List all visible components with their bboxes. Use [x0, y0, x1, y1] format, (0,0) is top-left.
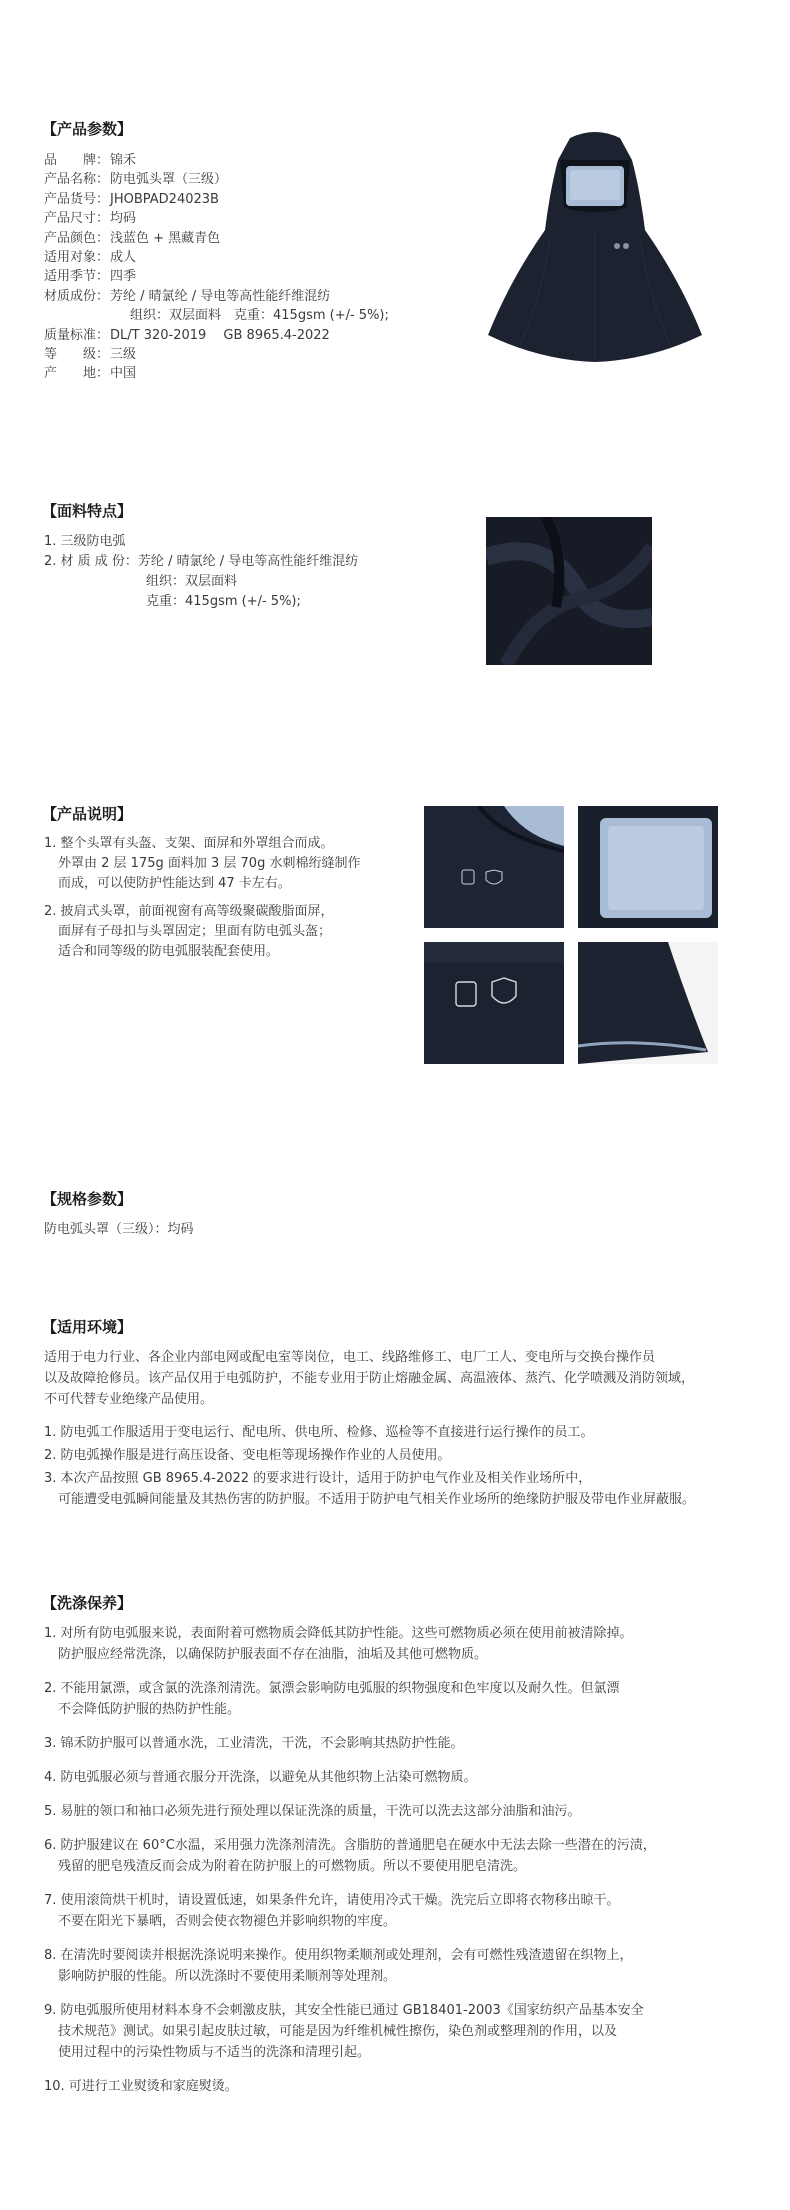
care-item: 5. 易脏的领口和袖口必须先进行预处理以保证洗涤的质量，干洗可以洗去这部分油脂和油污。: [44, 1804, 581, 1819]
fabric-line-2: 2. 材 质 成 份：芳纶 / 晴氯纶 / 导电等高性能纤维混纺: [44, 554, 359, 569]
param-key: 等 级：: [44, 347, 110, 362]
param-key: 产品名称：: [44, 172, 110, 188]
care-item-cont: 影响防护服的性能。所以洗涤时不要使用柔顺剂等处理剂。: [58, 1969, 397, 1984]
detail-photo-badges: [424, 942, 564, 1064]
care-item: 7. 使用滚筒烘干机时，请设置低速，如果条件允许，请使用冷式干燥。洗完后立即将衣物移出晾干。: [44, 1893, 620, 1908]
desc-item-1-cont: 外罩由 2 层 175g 面料加 3 层 70g 水刺棉绗缝制作: [58, 856, 361, 871]
param-value: 中国: [110, 366, 137, 382]
fabric-line-3: 组织：双层面料: [146, 574, 238, 589]
env-item: 2. 防电弧操作服是进行高压设备、变电柜等现场操作作业的人员使用。: [44, 1448, 451, 1463]
desc-item-2: 2. 披肩式头罩，前面视窗有高等级聚碳酸脂面屏，: [44, 904, 334, 919]
section-title-env: 【适用环境】: [42, 1318, 133, 1336]
param-row: [44, 190, 219, 210]
care-item: 10. 可进行工业熨烫和家庭熨烫。: [44, 2079, 238, 2094]
care-item: 9. 防电弧服所使用材料本身不会刺激皮肤，其安全性能已通过 GB18401-2003《国家纺织产品基本安全: [44, 2003, 644, 2018]
env-item: 3. 本次产品按照 GB 8965.4-2022 的要求进行设计，适用于防护电气作业及相关作业场所中，: [44, 1471, 592, 1486]
care-item-cont: 使用过程中的污染性物质与不适当的洗涤和清理引起。: [58, 2045, 371, 2060]
param-value: 芳纶 / 晴氯纶 / 导电等高性能纤维混纺: [110, 288, 331, 304]
detail-photo-logos: [424, 806, 564, 928]
param-value: 成人: [110, 250, 137, 265]
param-value: DL/T 320-2019 GB 8965.4-2022: [110, 327, 330, 343]
param-row: [44, 229, 220, 249]
fabric-line-1: 1. 三级防电弧: [44, 534, 126, 549]
param-key: 产品货号：: [44, 191, 110, 207]
care-item: 3. 锦禾防护服可以普通水洗，工业清洗，干洗，不会影响其热防护性能。: [44, 1736, 464, 1751]
param-row: [44, 364, 136, 384]
env-intro-line: 以及故障抢修员。该产品仅用于电弧防护，不能专业用于防止熔融金属、高温液体、蒸汽、化学喷溅及消防领域，: [44, 1371, 695, 1386]
env-item: 可能遭受电弧瞬间能量及其热伤害的防护服。不适用于防护电气相关作业场所的绝缘防护服及带电作业屏蔽服。: [58, 1492, 696, 1507]
env-item: 1. 防电弧工作服适用于变电运行、配电所、供电所、检修、巡检等不直接进行运行操作的员工。: [44, 1425, 594, 1440]
detail-photo-visor: [578, 806, 718, 928]
section-title-care: 【洗涤保养】: [42, 1594, 133, 1612]
care-item-cont: 不会降低防护服的热防护性能。: [58, 1702, 241, 1717]
param-row: [44, 287, 330, 307]
param-value: JHOBPAD24023B: [110, 191, 219, 207]
care-item-cont: 残留的肥皂残渣反而会成为附着在防护服上的可燃物质。所以不要使用肥皂清洗。: [58, 1859, 527, 1874]
detail-photo-cape: [578, 942, 718, 1064]
param-row: [44, 209, 136, 229]
param-row: [44, 267, 136, 287]
section-title-fabric: 【面料特点】: [42, 502, 133, 520]
param-value: 三级: [110, 347, 137, 362]
param-row: [44, 170, 227, 190]
param-key: 产品颜色：: [44, 230, 110, 246]
care-item: 4. 防电弧服必须与普通衣服分开洗涤，以避免从其他织物上沾染可燃物质。: [44, 1770, 477, 1785]
param-key: 品 牌：: [44, 153, 110, 168]
section-title-params: 【产品参数】: [42, 120, 133, 138]
param-value: 组织：双层面料 克重：415gsm (+/- 5%);: [130, 308, 389, 324]
spec-text: 防电弧头罩（三级）：均码: [44, 1222, 194, 1237]
care-item-cont: 防护服应经常洗涤，以确保防护服表面不存在油脂，油垢及其他可燃物质。: [58, 1647, 488, 1662]
hood-product-image: [480, 130, 710, 370]
param-row: [44, 345, 136, 365]
care-item: 2. 不能用氯漂，或含氯的洗涤剂清洗。氯漂会影响防电弧服的织物强度和色牢度以及耐久性。但氯漂: [44, 1681, 620, 1696]
care-item: 1. 对所有防电弧服来说，表面附着可燃物质会降低其防护性能。这些可燃物质必须在使用前被清除掉。: [44, 1626, 633, 1641]
param-value: 四季: [110, 269, 137, 285]
param-row: [44, 151, 136, 171]
desc-item-1-cont2: 而成，可以使防护性能达到 47 卡左右。: [58, 876, 291, 891]
param-key: 适用对象：: [44, 250, 110, 265]
fabric-swatch-image: [486, 517, 652, 665]
desc-item-2-cont2: 适合和同等级的防电弧服装配套使用。: [58, 944, 280, 959]
desc-item-2-cont: 面屏有子母扣与头罩固定；里面有防电弧头盔；: [58, 924, 332, 939]
param-row: [44, 306, 389, 326]
param-row: [44, 248, 136, 268]
desc-item-1: 1. 整个头罩有头盔、支架、面屏和外罩组合而成。: [44, 836, 334, 851]
param-value: 均码: [110, 211, 137, 227]
care-item: 6. 防护服建议在 60°C水温，采用强力洗涤剂清洗。含脂肪的普通肥皂在硬水中无法去除一些潜在的污渍，: [44, 1838, 656, 1853]
section-title-desc: 【产品说明】: [42, 805, 133, 823]
fabric-line-4: 克重：415gsm (+/- 5%);: [146, 594, 301, 609]
env-intro-line: 不可代替专业绝缘产品使用。: [44, 1392, 214, 1407]
care-item-cont: 不要在阳光下暴晒，否则会使衣物褪色并影响织物的牢度。: [58, 1914, 397, 1929]
param-key: 产 地：: [44, 366, 110, 382]
param-key: 材质成份：: [44, 288, 110, 304]
env-intro-line: 适用于电力行业、各企业内部电网或配电室等岗位，电工、线路维修工、电厂工人、变电所与交换台操作员: [44, 1350, 656, 1365]
care-item: 8. 在清洗时要阅读并根据洗涤说明来操作。使用织物柔顺剂或处理剂，会有可燃性残渣遗留在织物上，: [44, 1948, 633, 1963]
param-value: 锦禾: [110, 153, 137, 168]
param-key: 质量标准：: [44, 327, 110, 343]
param-row: [44, 326, 330, 346]
param-value: 防电弧头罩（三级）: [110, 172, 228, 188]
param-value: 浅蓝色 + 黑藏青色: [110, 230, 221, 246]
section-title-spec: 【规格参数】: [42, 1190, 133, 1208]
param-key: 适用季节：: [44, 269, 110, 285]
care-item-cont: 技术规范》测试。如果引起皮肤过敏，可能是因为纤维机械性擦伤，染色剂或整理剂的作用，以及: [58, 2024, 618, 2039]
param-key: 产品尺寸：: [44, 211, 110, 227]
